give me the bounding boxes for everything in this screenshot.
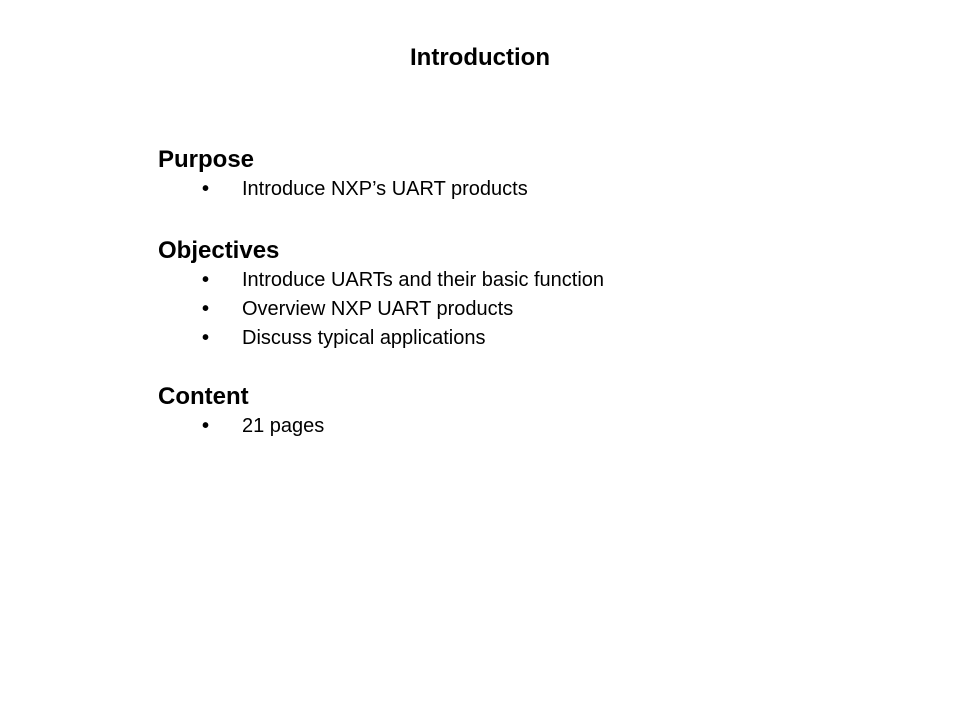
- list-item: [158, 324, 878, 353]
- bullet-icon: •: [202, 269, 210, 291]
- section-heading-objectives: Objectives: [158, 237, 280, 264]
- bullet-list-purpose: [158, 175, 878, 204]
- section-heading-content: Content: [158, 383, 249, 410]
- list-item: [158, 412, 878, 441]
- bullet-icon: •: [202, 415, 210, 437]
- bullet-icon: •: [202, 327, 210, 349]
- section-content: [158, 382, 878, 441]
- list-item-text: Discuss typical applications: [242, 327, 486, 349]
- list-item-text: Introduce UARTs and their basic function: [242, 269, 605, 291]
- bullet-list-content: [158, 412, 878, 441]
- bullet-icon: •: [202, 298, 210, 320]
- list-item: [158, 295, 878, 324]
- section-purpose: [158, 145, 878, 204]
- list-item: [158, 266, 878, 295]
- list-item: [158, 175, 878, 204]
- section-objectives: [158, 236, 878, 353]
- bullet-list-objectives: [158, 266, 878, 353]
- list-item-text: Introduce NXP’s UART products: [242, 178, 528, 200]
- list-item-text: 21 pages: [242, 415, 325, 437]
- list-item-text: Overview NXP UART products: [242, 298, 514, 320]
- bullet-icon: •: [202, 178, 210, 200]
- slide-title: Introduction: [410, 44, 550, 71]
- section-heading-purpose: Purpose: [158, 146, 255, 173]
